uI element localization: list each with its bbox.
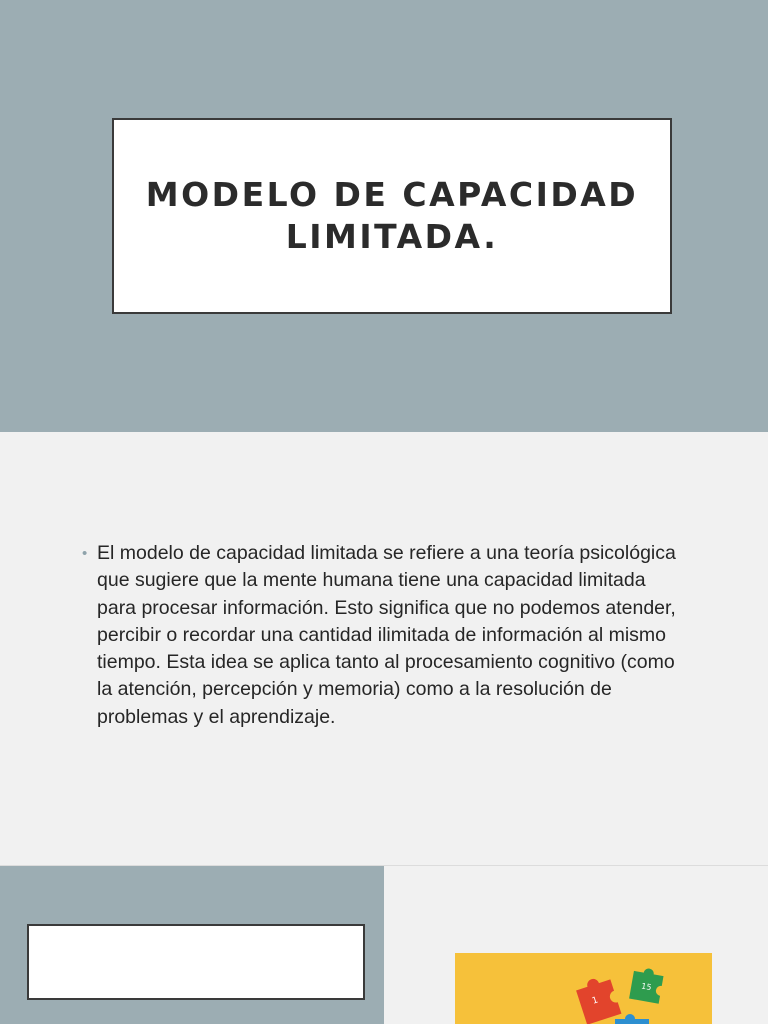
bullet-icon: • bbox=[82, 545, 88, 562]
slide-title-text: MODELO DE CAPACIDAD LIMITADA. bbox=[145, 175, 639, 256]
bullet-item bbox=[82, 540, 682, 731]
puzzle-image bbox=[455, 953, 712, 1024]
blue-puzzle-piece bbox=[615, 1014, 649, 1024]
bullet-text: El modelo de capacidad limitada se refiere a una teoría psicológica que sugiere que la mente humana tiene una capacidad limitada para procesar información. Esto significa que no podemos atender, percibir o recordar una cantidad ilimitada de información al mismo tiempo. Esta idea se aplica tanto al procesamiento cognitivo (como la atención, percepción y memoria) como a la resolución de problemas y el aprendizaje. bbox=[97, 542, 676, 728]
slide-title bbox=[0, 0, 768, 432]
piece-number-1: 1 bbox=[591, 995, 600, 1007]
slide3-title-box bbox=[27, 924, 365, 1000]
puzzle-pieces-icon bbox=[455, 953, 712, 1024]
piece-number-15: 15 bbox=[640, 981, 653, 993]
slide-content bbox=[0, 432, 768, 865]
slide3-left-panel bbox=[0, 866, 384, 1024]
red-puzzle-piece bbox=[574, 974, 621, 1024]
title-box bbox=[112, 118, 672, 314]
green-puzzle-piece bbox=[629, 966, 664, 1004]
slide-image bbox=[0, 866, 768, 1024]
